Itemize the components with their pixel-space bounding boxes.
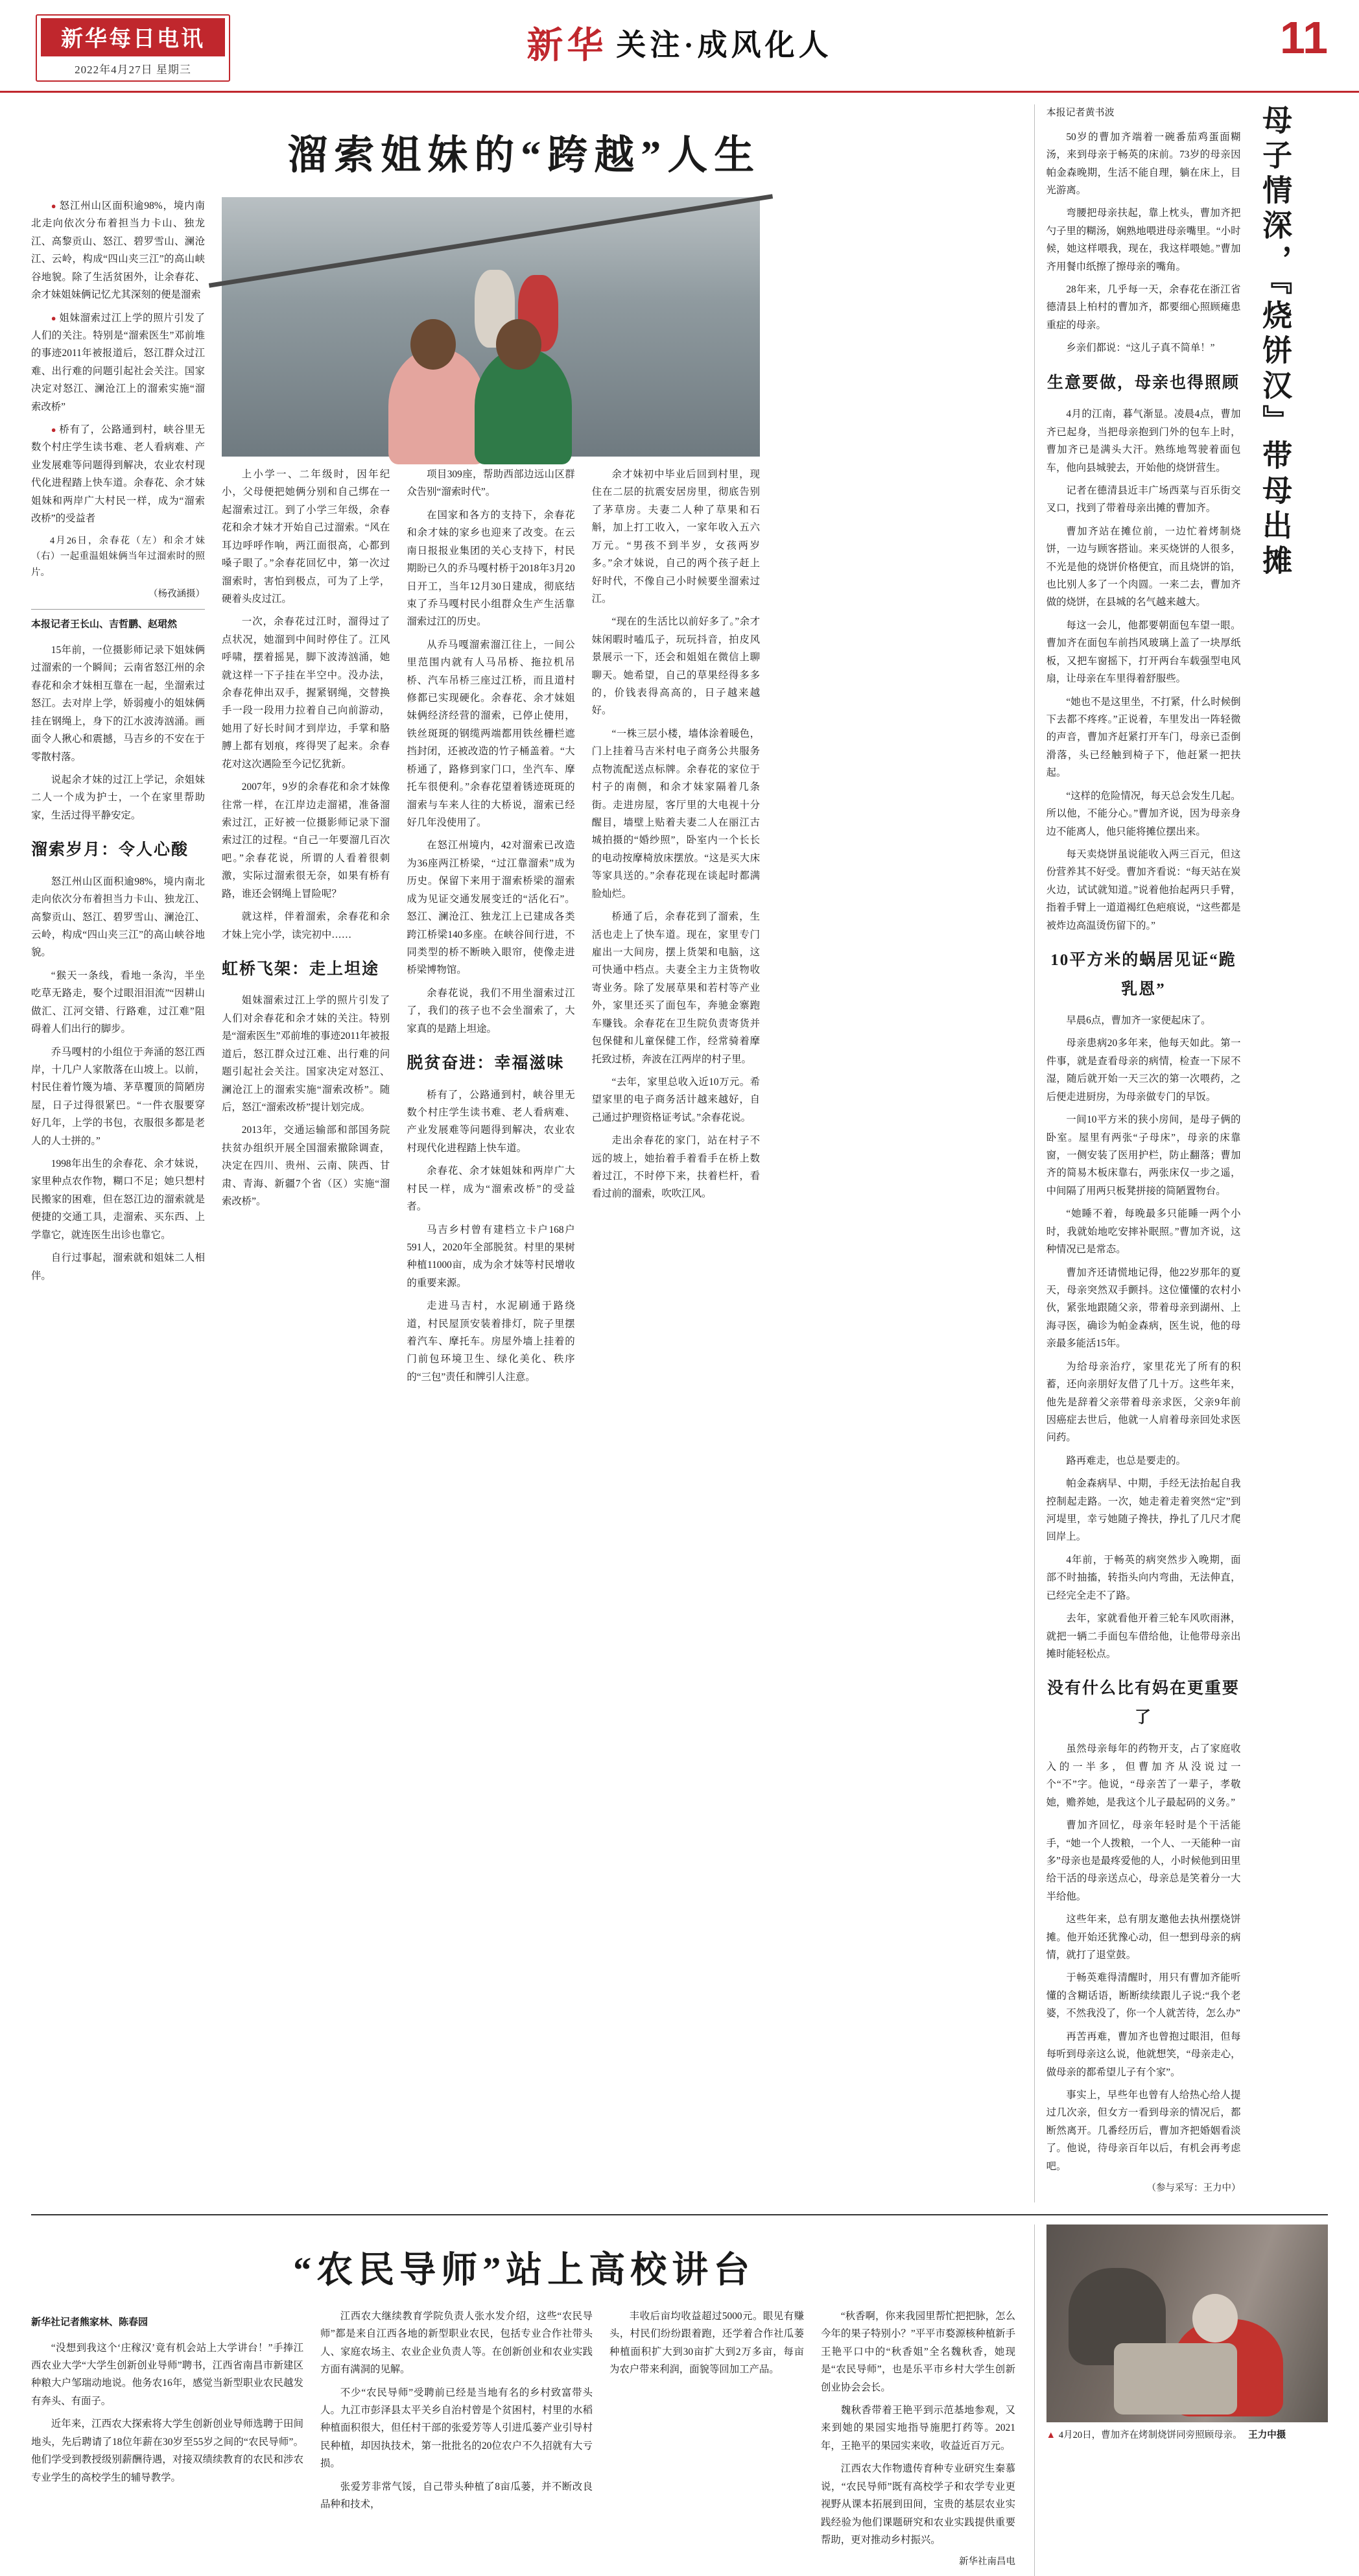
b4-p3: 江西农大作物遗传育种专业研究生秦慕说，“农民导师”既有高校学子和农学专业更视野从课本拓展到田间，宝贵的基层农业实践经验为他们课题研究和农业实践提供重要帮助，更对推动乡村振兴。: [821, 2463, 1015, 2546]
right-byline: 本报记者黄书波: [1046, 108, 1115, 118]
lead-headline: 溜索姐妹的“跨越”人生: [287, 134, 761, 178]
c4-p1: 在国家和各方的支持下，余春花和余才妹的家乡也迎来了改变。在云南日报报业集团的关心支持下，村民期盼已久的乔马嘎村桥于2018年3月20日开工，当年12月30日建成，彻底结束了乔马嘎村民小组群众生产生活靠溜索过江的历史。: [407, 509, 575, 628]
bottom-byline: 新华社记者熊家林、陈春园: [31, 2317, 148, 2328]
lead-p3: 怒江州山区面积逾98%，境内南北走向依次分布着担当力卡山、独龙江、高黎贡山、怒江、碧罗雪山、澜沧江、云岭，构成“四山夹三江”的高山峡谷地貌。: [31, 876, 205, 959]
r3-p5: 再苦再难，曹加齐也曾抱过眼泪，但每每听到母亲这么说，他就想笑，“母亲走心，做母亲的都希望儿子有个家”。: [1046, 2031, 1241, 2078]
r1-p7: 每天卖烧饼虽说能收入两三百元，但这份营养其不好受。曹加齐看说：“每天站在炭火边，试试就知道。”说着他抬起两只手臂，指着手臂上一道道褐红色疤痕说，“这些都是被炸边高温烫伤留下的。”: [1046, 848, 1241, 931]
right-section-title-1: 生意要做，母亲也得照顾: [1047, 374, 1240, 392]
bottom-story: [31, 2224, 1017, 2576]
paper-name: 新华每日电讯: [41, 18, 225, 56]
b4-p2: 魏秋香带着王艳平到示范基地参观，又来到她的果园实地指导施肥打药等。2021年，王艳平的果园实来收，收益近百万元。: [821, 2405, 1015, 2451]
r2-p10: 去年，家就看他开着三轮车风吹雨淋，就把一辆二手面包车借给他，让他带母亲出摊时能轻松点。: [1046, 1613, 1241, 1660]
r2-p4: “她睡不着，每晚最多只能睡一两个小时，我就始地吃安摔补眠照。”曹加齐说，这种情况已是常态。: [1046, 1208, 1241, 1256]
brand-xinhua: 新华: [526, 26, 608, 66]
section-title-1: 溜索岁月：令人心酸: [31, 841, 189, 859]
c4-lead: 项目309座，帮助西部边远山区群众告别“溜索时代”。: [407, 469, 575, 498]
right-section-title-2: 10平方米的蜗居见证“跪乳恩”: [1050, 951, 1236, 998]
bottom-headline: “农民导师”站上高校讲台: [293, 2250, 755, 2291]
lead-p5: 乔马嘎村的小组位于奔涌的怒江西岸，十几户人家散落在山坡上。以前，村民住着竹篾为墙、茅草覆顶的简陋房屋，日子过得很紧巴。“一件衣服要穿好几年，上学的书包，衣服很多都是老人的人士拼的。”: [31, 1046, 205, 1147]
b1-p2: 近年来，江西农大探索将大学生创新创业导师选聘于田间地头，先后聘请了18位年薪在30岁至55岁之间的“农民导师”。他们学受到教授级别薪酬待遇，对接双绩续教育的农民和涉农专业学生的高校学生的辅导教学。: [31, 2418, 303, 2483]
right-story: [1034, 104, 1328, 2202]
c5-p4: 桥通了后，余春花到了溜索，生活也走上了快车道。现在，家里专门雇出一大间房，摆上货架和电脑，这可快通中档点。夫妻全主力主货物收寄业务。除了发展草果和若村等产业外，家里还买了面包车，奔驰金寨跑车赚钱。余春花在卫生院负责寄货并包保健和儿童保健工作，经常骑着摩托致过桥，奔波在江两岸的村子里。: [591, 911, 760, 1065]
r2-p7: 路再难走，也总是要走的。: [1066, 1455, 1187, 1466]
column-1: [31, 197, 205, 1391]
b4-p1: “秋香啊，你来我园里帮忙把把脉，怎么今年的果子特别小？”平平市婺源核种植新手王艳平口中的“秋香姐”全名魏秋香，她现是“农民导师”，也是乐平市乡村大学生创新创业协会会长。: [821, 2310, 1015, 2393]
c4-p8: 走进马吉村，水泥刷通于路绕道，村民屋顶安装着排灯，院子里摆着汽车、摩托车。房屋外墙上挂着的门前包环境卫生、绿化美化、秩序的“三包”责任和牌引人注意。: [407, 1300, 575, 1383]
c4-p2: 从乔马嘎溜索溜江往上，一间公里范围内就有人马吊桥、拖拉机吊桥、汽车吊桥三座过江桥，而且道村修都已实现硬化。余春花、余才妹姐妹俩经济经营的溜索，已停止使用，铁丝斑斑的钢缆两端都用铁丝栅栏遮挡封闭，还被改造的竹子桶盖着。“大桥通了，路修到家门口，坐汽车、摩托车很便利。”余春花望着锈迹斑斑的溜索与车来人往的大桥说，溜索已经好几年没使用了。: [407, 639, 575, 829]
c3-p2: 一次，余春花过江时，溜得过了点状况，她溜到中间时停住了。江风呼啸，摆着摇晃，脚下波涛汹涌，她就这样一下子挂在半空中。没办法，余春花伸出双手，握紧钢绳，交替换手一段一段用力拉着自己向前游动，她用了好长时间才到岸边，手掌和胳膊上都有划痕，疼得哭了起来。余春花对这次遇险至今记忆犹新。: [222, 616, 390, 770]
r-p1: 50岁的曹加齐端着一碗番茄鸡蛋面糊汤，来到母亲于畅英的床前。73岁的母亲因帕金森晚期，生活不能自理，躺在床上，目光游离。: [1046, 131, 1241, 196]
r3-p6: 事实上，早些年也曾有人给热心给人提过几次亲，但女方一看到母亲的情况后，都断然离开。几番经历后，曹加齐把婚姻看淡了。他说，待母亲百年以后，有机会再考虑吧。: [1046, 2090, 1241, 2172]
r2-p8: 帕金森病早、中期，手经无法抬起自我控制起走路。一次，她走着走着突然“定”到河堤里，幸亏她随子搀扶，挣扎了几尺才爬回岸上。: [1046, 1478, 1241, 1543]
right-section-title-3: 没有什么比有妈在更重要了: [1047, 1680, 1240, 1726]
r-p2: 弯腰把母亲扶起，靠上枕头，曹加齐把勺子里的糊汤，娴熟地喂进母亲嘴里。“小时候，她这样喂我，现在，我这样喂她。”曹加齐用餐巾纸擦了擦母亲的嘴角。: [1046, 208, 1241, 272]
b2-p3: 张爱芳非常气馁，自己带头种植了8亩瓜蒌，并不断改良品种和技术，: [320, 2481, 593, 2510]
r3-p3: 这些年来，总有朋友邀他去执州摆烧饼摊。他开始还犹豫心动，但一想到母亲的病情，就打了退堂鼓。: [1046, 1914, 1241, 1961]
b2-p2: 不少“农民导师”受聘前已经是当地有名的乡村致富带头人。九江市彭泽县太平关乡自治村曾是个贫困村，村里的水稻种植面积很大，但任村干部的张爱芳等人引进瓜蒌产业引导村民种植，却因执技术，第一批批名的20位农户不久招就有大亏损。: [320, 2387, 593, 2470]
c3-p3: 2007年，9岁的余春花和余才妹像往常一样，在江岸边走溜裙，准备溜索过江，正好被一位摄影师记录下溜索过江的过程。“自己一年要溜几百次吧。”余春花说，所谓的人看着很刺激，实际过溜索很无奈，如果有桥有路，谁还会钢绳上冒险呢？: [222, 781, 390, 900]
section-title-2: 虹桥飞架：走上坦途: [222, 960, 380, 978]
c3-p6: 2013年，交通运输部和部国务院扶贫办组织开展全国溜索撤除调查，决定在四川、贵州、云南、陕西、甘肃、青海、新疆7个省（区）实施“溜索改桥”。: [222, 1125, 390, 1208]
lead-bullet-1: ● 怒江州山区面积逾98%，境内南北走向依次分布着担当力卡山、独龙江、高黎贡山、怒江、碧罗雪山、澜沧江、云岭，构成“四山夹三江”的高山峡谷地貌。除了生活贫困外，让余春花、余才妹姐妹俩记忆尤其深刻的便是溜索: [31, 197, 205, 304]
c5-p3: “一株三层小楼，墙体涂着暖色，门上挂着马吉米村电子商务公共服务点物流配送点标牌。余春花的家位于村子的南侧，和余才妹家隔着几条街。走进房屋，客厅里的大电视十分醒目，墙壁上贴着夫妻二人在丽江古城拍摄的“婚纱照”，卧室内一个长长的电动按摩椅放床摆放。“这是买大床等家具送的。”余春花现在谈起时都满脸灿烂。: [591, 728, 760, 900]
c3-p5: 姐妹溜索过江上学的照片引发了人们对余春花和余才妹的关注。特别是“溜索医生”邓前堆的事迹2011年被报道后，怒江群众过江难、出行难的问题引起社会关注。国家决定对怒江、澜沧江上的溜索实施“溜索改桥”。随后，怒江“溜索改桥”提计划完成。: [222, 995, 390, 1113]
bottom-photo-block: [1034, 2224, 1328, 2576]
r1-p1: 4月的江南，暮气渐显。凌晨4点，曹加齐已起身，当把母亲抱到门外的包车上时，曹加齐已是满头大汗。熟练地驾驶着面包车，他向县城驶去，开始他的烧饼营生。: [1046, 409, 1241, 473]
c5-p1: 余才妹初中毕业后回到村里，现住在二层的抗震安居房里，彻底告别了茅草房。夫妻二人种了草果和石斛，加上打工收入，一家年收入五六万元。“男孩不到半岁，女孩两岁多。”余才妹说，自己的两个孩子赶上好时代，不像自己小时候要坐溜索过江。: [591, 469, 760, 604]
c4-p4: 余春花说，我们不用坐溜索过江了，我们的孩子也不会坐溜索了，大家真的是踏上坦途。: [407, 987, 575, 1034]
lead-story-columns: [31, 197, 1017, 1391]
bottom-column-1: [31, 2308, 303, 2576]
r2-p9: 4年前，于畅英的病突然步入晚期，面部不时抽搐，转指头向内弯曲，无法伸直，已经完全走不了路。: [1046, 1554, 1241, 1601]
section-title-3: 脱贫奋进：幸福滋味: [407, 1055, 565, 1073]
triangle-icon: ▲: [1046, 2429, 1056, 2440]
c5-p6: 走出余春花的家门，站在村子不远的坡上，她抬着手着看手在桥上数着过江，不时停下来，扶着栏杆，看看过前的溜索，吹吹江风。: [591, 1135, 760, 1200]
r3-p2: 曹加齐回忆，母亲年轻时是个干活能手，“她一个人拨粮，一个人、一天能种一亩多”母亲也是最疼爱他的人，小时候他到田里给干活的母亲送点心，母亲总是笑着分一大半给他。: [1046, 1820, 1241, 1902]
bottom-photo-caption: [1046, 2427, 1328, 2441]
publication-date: 2022年4月27日 星期三: [75, 64, 191, 76]
bottom-photo-caption-text: 4月20日，曹加齐在烤制烧饼同旁照顾母亲。: [1058, 2429, 1242, 2440]
c4-p5: 桥有了，公路通到村，峡谷里无数个村庄学生读书难、老人看病难、产业发展难等问题得到解决，农业农村现代化进程踏上快车道。: [407, 1089, 575, 1154]
lead-p1: 15年前，一位摄影师记录下姐妹俩过溜索的一个瞬间；云南省怒江州的余春花和余才妹相互靠在一起，坐溜索过怒江。去对岸上学，娇弱瘦小的姐妹俩挂在钢绳上，身下的江水波涛汹涌。画面令人揪心和震撼，马吉乡的不安在于零散村落。: [31, 645, 205, 763]
c4-p7: 马吉乡村曾有建档立卡户168户591人，2020年全部脱贫。村里的果树种植11000亩，成为余才妹等村民增收的重要来源。: [407, 1224, 575, 1289]
lead-byline: 本报记者王长山、吉哲鹏、赵珺然: [31, 619, 178, 630]
r1-p3: 曹加齐站在摊位前，一边忙着烤制烧饼，一边与顾客搭讪。来买烧饼的人很多，不光是他的烧饼价格便宜，而且烧饼的馅，也比别人多了一个肉圆。一来二去，曹加齐做的烧饼，在县城的名气越来越大。: [1046, 525, 1241, 608]
page-number: 11: [1280, 12, 1328, 63]
column-2b: [407, 466, 574, 1391]
lead-p7: 自行过事起，溜索就和姐妹二人相伴。: [31, 1252, 205, 1282]
lead-photo-credit: （杨孜涵摄）: [148, 588, 205, 599]
b2-p1: 江西农大继续教育学院负责人张水发介绍，这些“农民导师”都是来自江西各地的新型职业农民，包括专业合作社带头人、家庭农场主、农业企业负责人等。在创新创业和农业实践方面有满洞的见解。: [320, 2310, 593, 2376]
right-vertical-title-wrap: [1250, 104, 1294, 2202]
b3-p1: 丰收后亩均收益超过5000元。眼见有赚头，村民们纷纷跟着跑，还学着合作社瓜蒌种植面积扩大到30亩扩大到2万多亩，每亩为农户带来利润，面貌等回加工产品。: [609, 2310, 804, 2376]
c3-p1: 上小学一、二年级时，因年纪小，父母便把她俩分别和自己绑在一起溜索过江。到了小学三年级，余春花和余才妹才开始自己过溜索。“风在耳边呼呼作响，两江面很高，心都到嗓子眼了。”余春花回忆中，第一次过溜索时，害怕到极点，可为了上学，硬着头皮过江。: [222, 469, 390, 604]
lead-bullet-2: ● 姐妹溜索过江上学的照片引发了人们的关注。特别是“溜索医生”邓前堆的事迹2011年被报道后，怒江群众过江难、出行难的问题引起社会关注。国家决定对怒江、澜沧江上的溜索实施“溜索改桥”: [31, 309, 205, 416]
column-2c: [592, 466, 760, 1391]
bottom-end-credit: 新华社南昌电: [959, 2557, 1015, 2568]
c5-p5: “去年，家里总收入近10万元。希望家里的电子商务活计越来越好，自己通过护理资格证考试。”余春花说。: [591, 1076, 760, 1123]
c5-p2: “现在的生活比以前好多了。”余才妹闲暇时嗑瓜子，玩玩抖音，拍皮风景展示一下，还会和姐姐在微信上聊聊天。她希望，自己的草果经得多多的，价钱表得高高的，日子越来越好。: [591, 616, 760, 717]
right-vertical-title: 母子情深，『烧饼汉』带母出摊: [1259, 104, 1292, 580]
r3-p1: 虽然母亲每年的药物开支，占了家庭收入的一半多，但曹加齐从没说过一个“不”字。他说，“母亲苦了一辈子，孝敬她，赡养她，是我这个儿子最起码的义务。”: [1046, 1743, 1241, 1808]
masthead: [0, 0, 1359, 93]
lead-bullet-3: ● 桥有了，公路通到村，峡谷里无数个村庄学生读书难、老人看病难、产业发展难等问题得到解决，农业农村现代化进程踏上快车道。余春花、余才妹姐妹和两岸广大村民一样，成为“溜索改桥”的受益者: [31, 421, 205, 528]
right-story-text: [1046, 104, 1241, 2202]
r2-p1: 早晨6点，曹加齐一家便起床了。: [1066, 1015, 1211, 1027]
right-story-sign: （参与采写：王力中）: [1146, 2183, 1241, 2194]
r3-p4: 于畅英难得清醒时，用只有曹加齐能听懂的含糊话语，断断续续跟儿子说:“我个老婆，不然我没了，你一个人就苦待，怎么办”: [1046, 1972, 1241, 2020]
bottom-column-4: [821, 2308, 1015, 2576]
c4-p6: 余春花、余才妹姐妹和两岸广大村民一样，成为“溜索改桥”的受益者。: [407, 1165, 575, 1213]
bottom-photo: [1046, 2224, 1328, 2422]
r1-p4: 每这一会儿，他都要朝面包车望一眼。曹加齐在面包车前挡风玻璃上盖了一块厚纸板，又把车窗摇下，打开两台车载强型电风扇，让母亲在车里得着舒服些。: [1046, 619, 1241, 685]
section-brand: [526, 17, 832, 69]
column-2: [222, 197, 760, 1391]
bottom-area: [31, 2224, 1328, 2576]
r2-p6: 为给母亲治疗，家里花光了所有的积蓄，还向亲朋好友借了几十万。这些年来，他先是辞着父亲带着母亲求医，父亲9年前因癌症去世后，他就一人肩着母亲回处求医问药。: [1046, 1361, 1241, 1444]
lead-p6: 1998年出生的余春花、余才妹说，家里种点农作物，糊口不足；她只想村民搬家的困难，但在怒江边的溜索就是便捷的交通工具，走溜索、买东西、上学靠它，就连医生出诊也靠它。: [31, 1158, 205, 1241]
r1-p5: “她也不是这里坐，不打紧，什么时候倒下去都不疼疼。”正说着，车里发出一阵轻微的声音，曹加齐赶紧打开车门，母亲已歪倒滑落，头已经触到椅子下，他赶紧一把扶起。: [1046, 696, 1241, 779]
c3-p4: 就这样，伴着溜索，余春花和余才妹上完小学，读完初中……: [222, 911, 390, 940]
bottom-column-3: [609, 2308, 804, 2576]
bottom-column-2: [320, 2308, 593, 2576]
b1-p1: “没想到我这个‘庄稼汉’竟有机会站上大学讲台！”手捧江西农业大学“大学生创新创业导师”聘书，江西省南昌市新建区种粮大户邹瑞动地说。他务农16年，感觉当新型职业农民越发有奔头、有面子。: [31, 2342, 303, 2407]
column-2a: [222, 466, 390, 1391]
r1-p6: “这样的危险情况，每天总会发生几起。所以他，不能分心。”曹加齐说，因为母亲身边不能离人，他只能将摊位摆出来。: [1046, 790, 1241, 837]
r1-p2: 记者在德清县近丰广场西菜与百乐街交叉口，找到了带着母亲出摊的曹加齐。: [1046, 484, 1241, 514]
section-name: 关注·成风化人: [616, 29, 833, 62]
masthead-logo: [36, 14, 230, 82]
r2-p5: 曹加齐还请慌地记得，他22岁那年的夏天，母亲突然双手颤抖。这位懂懂的农村小伙，紧张地跟随父亲，带着母亲到湖州、上海寻医，确诊为帕金森病，医生说，他的母亲最多能活15年。: [1046, 1267, 1241, 1350]
r-p3: 28年来，几乎每一天，余春花在浙江省德清县上柏村的曹加齐，都要细心照顾瘫患重症的母亲。: [1046, 284, 1241, 331]
lead-photo-caption: 4月26日，余春花（左）和余才妹（右）一起重温姐妹俩当年过溜索时的照片。: [31, 535, 205, 578]
r-p4: 乡亲们都说：“这儿子真不简单！”: [1066, 342, 1215, 354]
r2-p2: 母亲患病20多年来，他每天如此。第一件事，就是查看母亲的病情，检查一下尿不湿，随后就开始一天三次的第一次喂药，之后便走进厨房，为母亲做专门的早饭。: [1046, 1038, 1241, 1103]
lead-p2: 说起余才妹的过江上学记，余姐妹二人一个成为护士，一个在家里帮助家，生活过得平静安定。: [31, 774, 205, 821]
r2-p3: 一间10平方米的狭小房间，是母子俩的卧室。屋里有两张“子母床”，母亲的床靠窗，一侧安装了医用护栏，防止翻落；曹加齐的简易木板床靠右，两张床仅一步之遥，中间隔了用两只板凳拼接的简陋置物台。: [1046, 1114, 1241, 1197]
lead-p4: “猴天一条线，看地一条沟，半坐吃草无路走，娶个过眼泪泪流”“因耕山做汇、江河交错、行路难，过江难”阻碍着人们出行的脚步。: [31, 970, 205, 1035]
c4-p3: 在怒江州境内，42对溜索已改造为36座两江桥梁，“过江靠溜索”成为历史。保留下来用于溜索桥梁的溜索成为见证交通发展变迁的“活化石”。怒江、澜沧江、独龙江上已建成各类跨江桥梁140多座。在峡谷间行进，不同类型的桥不断映入眼帘，使像走进桥梁博物馆。: [407, 840, 575, 976]
bottom-photo-credit: 王力中摄: [1248, 2429, 1286, 2440]
lead-photo: [222, 197, 760, 457]
page-content: [0, 93, 1359, 2576]
